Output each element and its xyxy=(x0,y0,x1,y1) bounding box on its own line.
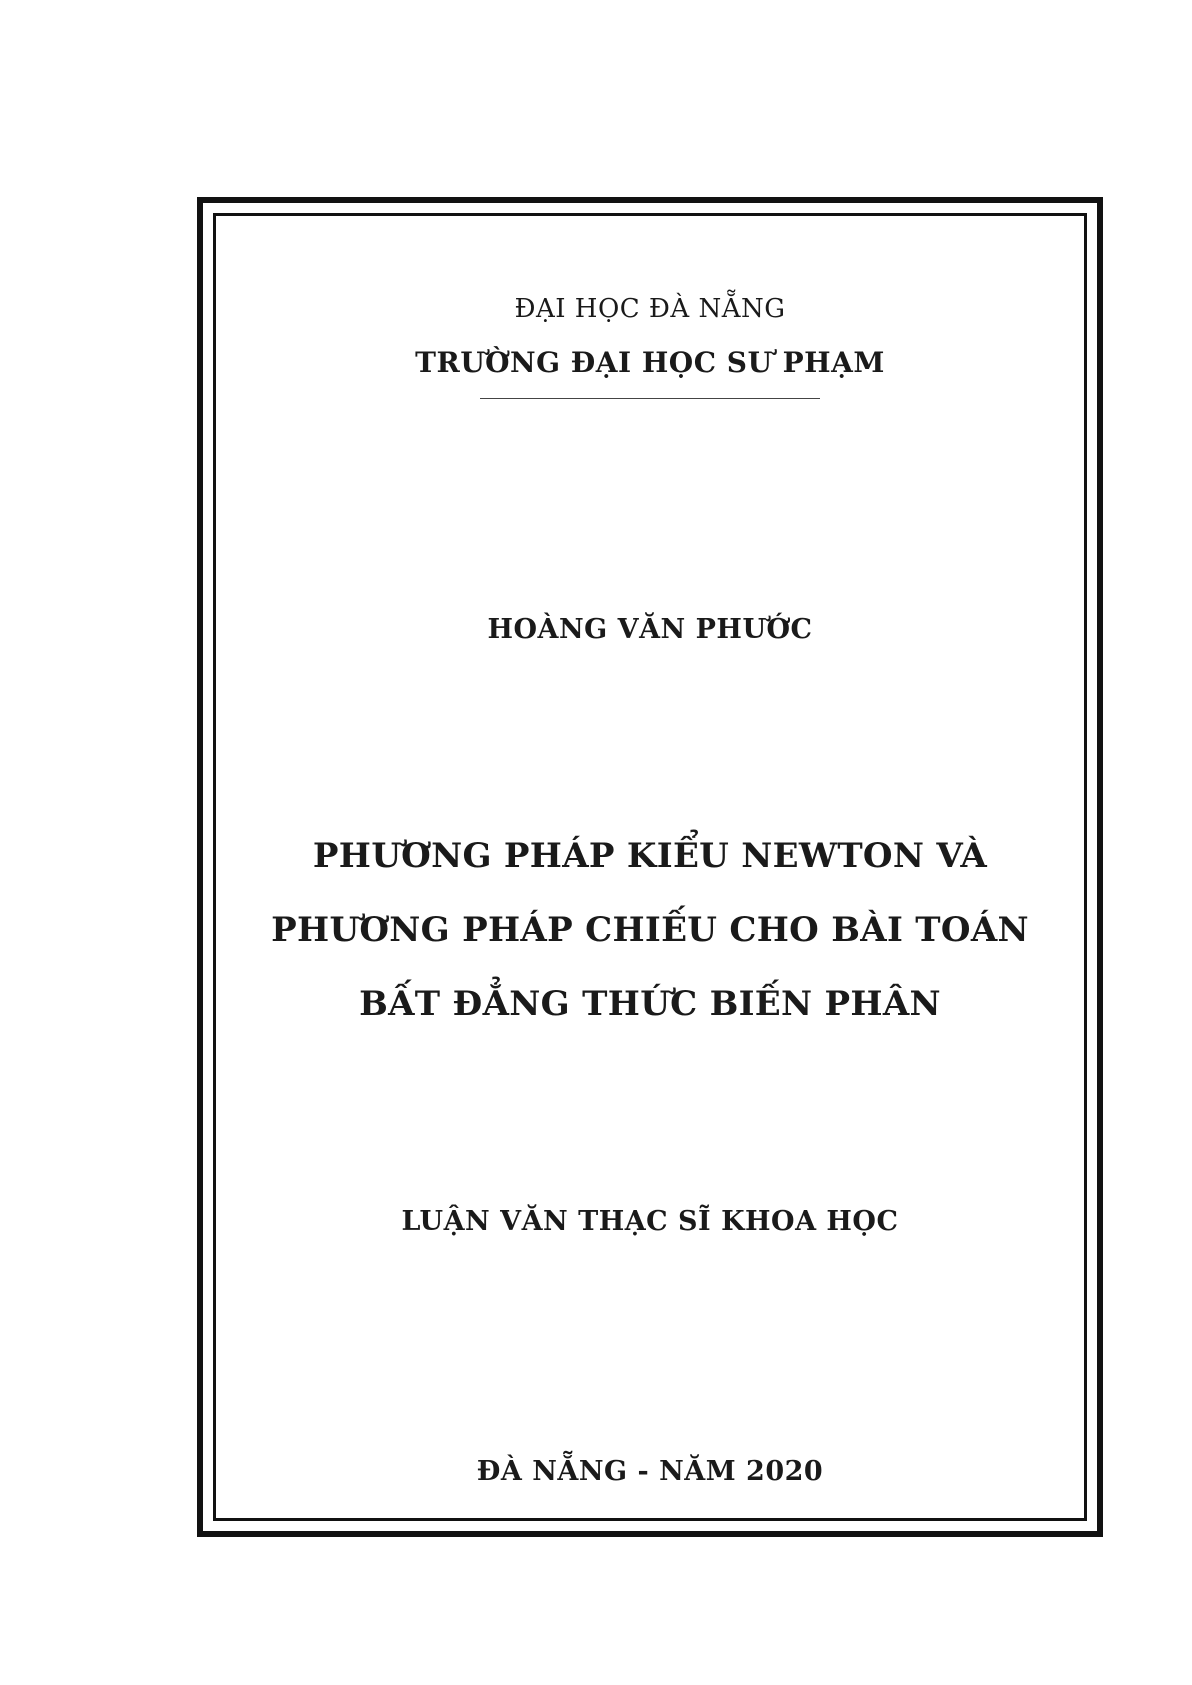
cover-outer-border xyxy=(197,197,1103,1537)
school-name: TRƯỜNG ĐẠI HỌC SƯ PHẠM xyxy=(415,346,885,379)
thesis-title-line-3: BẤT ĐẲNG THỨC BIẾN PHÂN xyxy=(359,984,941,1024)
author-name: HOÀNG VĂN PHƯỚC xyxy=(487,614,813,645)
university-name: ĐẠI HỌC ĐÀ NẴNG xyxy=(514,294,786,324)
header-divider xyxy=(480,398,820,399)
place-and-year: ĐÀ NẴNG - NĂM 2020 xyxy=(476,1456,824,1487)
thesis-title-line-1: PHƯƠNG PHÁP KIỂU NEWTON VÀ xyxy=(312,836,988,876)
degree-type: LUẬN VĂN THẠC SĨ KHOA HỌC xyxy=(401,1206,899,1237)
cover-inner-border xyxy=(213,213,1087,1521)
thesis-title-line-2: PHƯƠNG PHÁP CHIẾU CHO BÀI TOÁN xyxy=(271,910,1029,950)
